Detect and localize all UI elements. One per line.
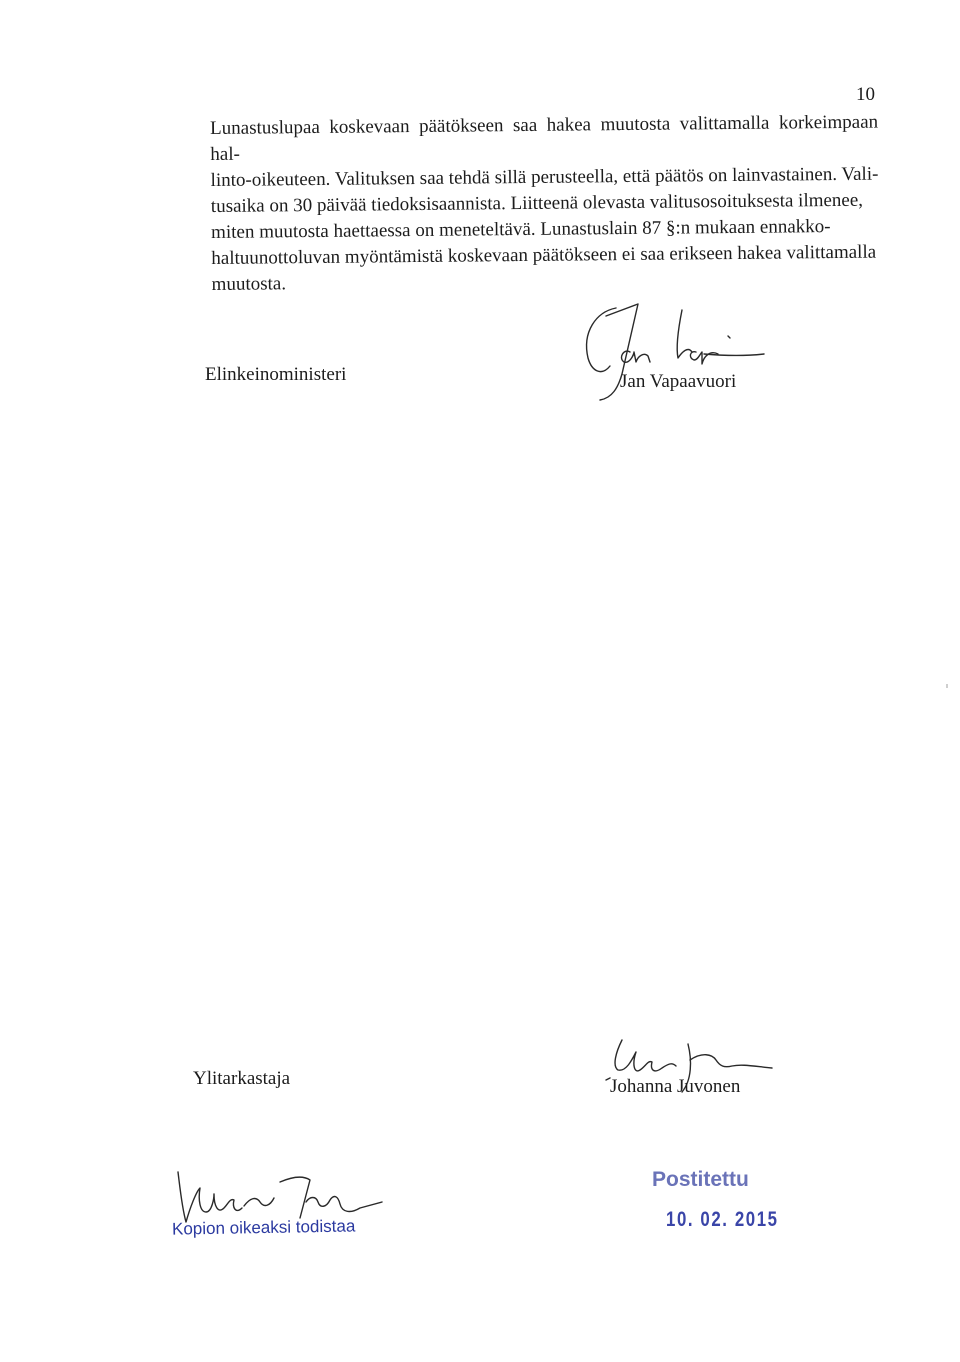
posted-stamp-date: 10. 02. 2015 bbox=[666, 1208, 779, 1231]
scan-artifact bbox=[946, 684, 948, 688]
body-line: tusaika on 30 päivää tiedoksisaannista. Liitteenä olevasta valitusosoituksesta ilmenee, bbox=[210, 189, 864, 217]
body-line: linto-oikeuteen. Valituksen saa tehdä sillä perusteella, että päätös on lainvastainen. Vali- bbox=[210, 163, 879, 191]
minister-name: Jan Vapaavuori bbox=[620, 371, 737, 392]
body-line: Lunastuslupaa koskevaan päätökseen saa hakea muutosta valittamalla korkeimpaan hal- bbox=[210, 111, 879, 165]
body-line: muutosta. bbox=[211, 273, 287, 295]
inspector-role-label: Ylitarkastaja bbox=[193, 1068, 291, 1089]
body-line: miten muutosta haettaessa on meneteltävä. Lunastuslain 87 §:n mukaan ennakko- bbox=[211, 216, 831, 243]
posted-stamp-label: Postitettu bbox=[652, 1168, 749, 1191]
certified-copy-stamp: Kopion oikeaksi todistaa bbox=[171, 1216, 356, 1239]
page-number: 10 bbox=[856, 84, 875, 105]
inspector-name: Johanna Juvonen bbox=[610, 1076, 741, 1097]
body-line: haltuunottoluvan myöntämistä koskevaan päätökseen ei saa erikseen hakea valittamalla bbox=[211, 241, 877, 269]
minister-role-label: Elinkeinoministeri bbox=[205, 364, 347, 385]
appeal-instructions-paragraph bbox=[210, 110, 880, 298]
